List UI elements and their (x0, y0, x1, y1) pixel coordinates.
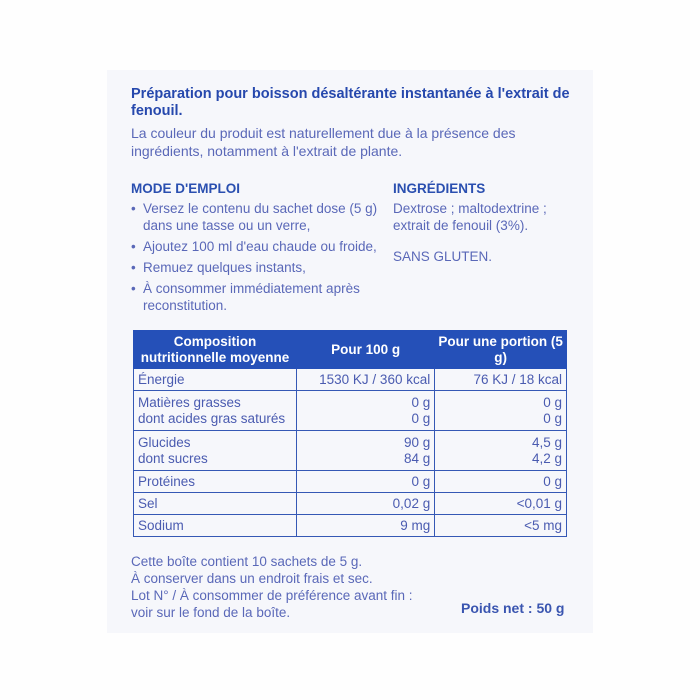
per-portion-value: 0 g (543, 473, 562, 489)
per-100g-value-cell (296, 369, 434, 391)
per-100g-value-cell (296, 515, 434, 537)
per-portion-value: 76 KJ / 18 kcal (473, 371, 562, 387)
per-100g-value: 1530 KJ / 360 kcal (319, 371, 431, 387)
nutrient-label-cell (134, 369, 297, 391)
nutrient-label: dont acides gras saturés (138, 410, 286, 426)
per-100g-value: 0 g (411, 473, 431, 489)
nutrition-row (134, 431, 567, 471)
header-per-100g: Pour 100 g (296, 331, 434, 369)
nutrient-label: dont sucres (138, 450, 208, 466)
nutrition-row (134, 369, 567, 391)
header-per-portion: Pour une portion (5 g) (435, 331, 567, 369)
per-portion-value: 4,5 g (531, 434, 562, 450)
per-portion-value-cell (435, 431, 567, 471)
nutrition-table (133, 330, 567, 537)
nutrition-row (134, 515, 567, 537)
per-portion-value-cell (435, 515, 567, 537)
ingredients-heading: INGRÉDIENTS (393, 181, 486, 196)
per-portion-value-cell (435, 391, 567, 431)
list-item (131, 238, 381, 255)
nutrient-label-cell (134, 431, 297, 471)
per-portion-value: 4,2 g (531, 450, 562, 466)
per-portion-value-cell (435, 493, 567, 515)
per-portion-value: <5 mg (524, 517, 562, 533)
bullet-icon: • (131, 239, 136, 254)
list-item (131, 280, 381, 314)
bullet-icon: • (131, 201, 136, 216)
nutrition-header-row (134, 331, 567, 369)
nutrient-label-cell (134, 493, 297, 515)
per-100g-value: 84 g (403, 450, 431, 466)
nutrient-label-cell (134, 391, 297, 431)
bullet-icon: • (131, 260, 136, 275)
per-100g-value: 0 g (411, 394, 431, 410)
per-portion-value: 0 g (543, 410, 562, 426)
instruction-text: Ajoutez 100 ml d'eau chaude ou froide, (143, 239, 377, 254)
nutrient-label: Énergie (138, 371, 185, 387)
footer-line: Lot N° / À consommer de préférence avant fin : (131, 588, 413, 603)
nutrient-label: Glucides (138, 434, 191, 450)
nutrient-label-cell (134, 471, 297, 493)
per-100g-value-cell (296, 493, 434, 515)
instruction-text: Remuez quelques instants, (143, 260, 306, 275)
nutrient-label: Matières grasses (138, 394, 241, 410)
nutrient-label-cell (134, 515, 297, 537)
nutrient-label: Sel (138, 495, 158, 511)
net-weight: Poids net : 50 g (461, 600, 565, 616)
list-item (131, 200, 381, 234)
per-100g-value: 0 g (411, 410, 431, 426)
per-portion-value: 0 g (543, 394, 562, 410)
per-portion-value: <0,01 g (516, 495, 562, 511)
ingredients-text: Dextrose ; maltodextrine ; extrait de fenouil (3%). (393, 201, 547, 233)
per-100g-value-cell (296, 391, 434, 431)
gluten-free-note: SANS GLUTEN. (393, 249, 493, 264)
footer-notes (131, 553, 461, 621)
nutrient-label: Sodium (138, 517, 184, 533)
color-note: La couleur du produit est naturellement due à la présence des ingrédients, notamment à l'extrait de plante. (131, 125, 516, 159)
mode-emploi-list (131, 200, 381, 318)
per-100g-value: 9 mg (400, 517, 431, 533)
per-100g-value-cell (296, 431, 434, 471)
list-item (131, 259, 381, 276)
nutrition-row (134, 471, 567, 493)
nutrient-label: Protéines (138, 473, 196, 489)
footer-line: voir sur le fond de la boîte. (131, 605, 291, 620)
per-100g-value: 90 g (403, 434, 431, 450)
instruction-text: Versez le contenu du sachet dose (5 g) dans une tasse ou un verre, (143, 201, 378, 233)
footer-line: Cette boîte contient 10 sachets de 5 g. (131, 554, 363, 569)
per-portion-value-cell (435, 369, 567, 391)
bullet-icon: • (131, 281, 136, 296)
footer-line: À conserver dans un endroit frais et sec. (131, 571, 373, 586)
nutrition-row (134, 391, 567, 431)
nutrition-row (134, 493, 567, 515)
product-description: Préparation pour boisson désaltérante instantanée à l'extrait de fenouil. (131, 86, 570, 119)
per-portion-value-cell (435, 471, 567, 493)
instruction-text: À consommer immédiatement après reconstitution. (143, 281, 360, 313)
header-composition: Composition nutritionnelle moyenne (134, 331, 297, 369)
per-100g-value: 0,02 g (392, 495, 431, 511)
per-100g-value-cell (296, 471, 434, 493)
mode-emploi-heading: MODE D'EMPLOI (131, 181, 240, 196)
